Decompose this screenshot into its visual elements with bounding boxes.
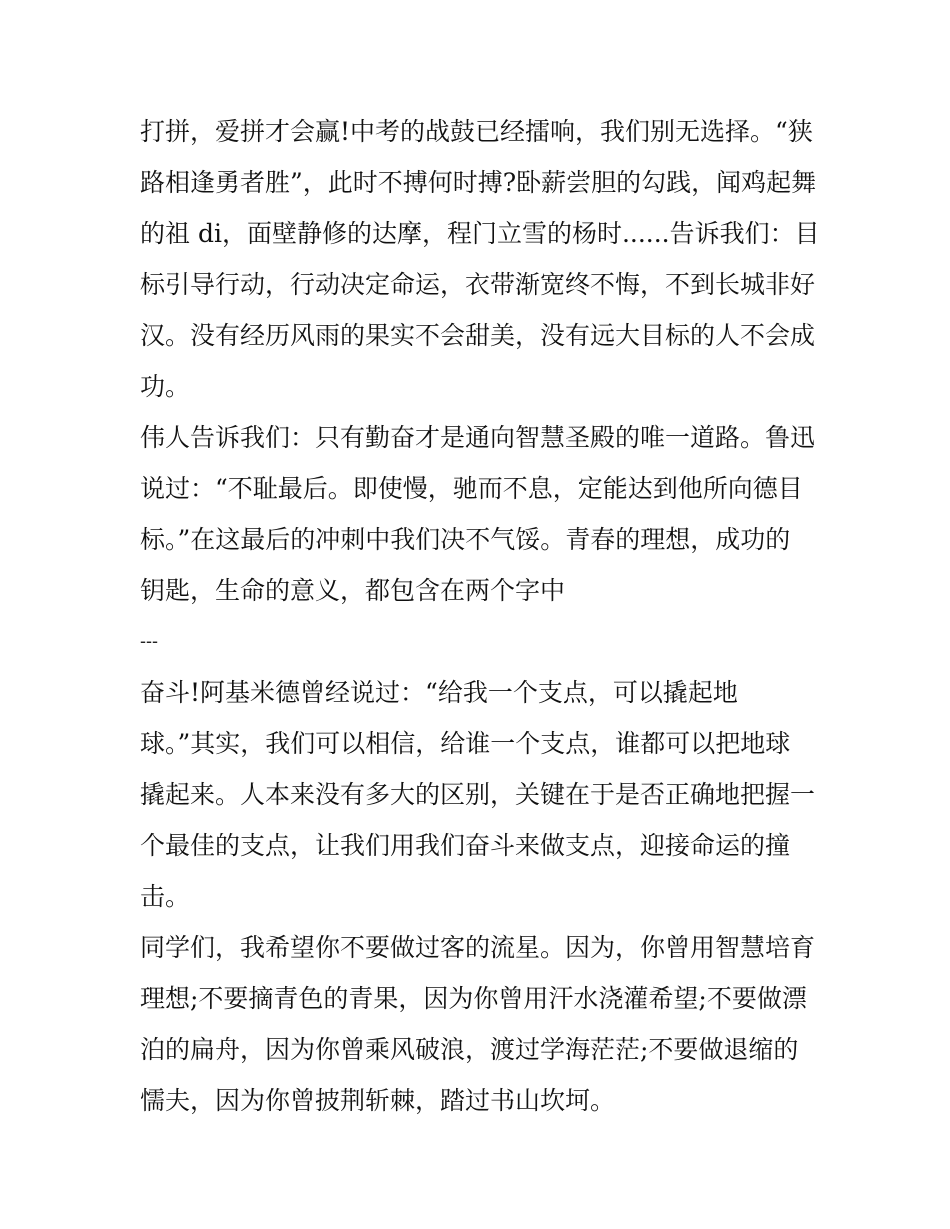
text-line: 个最佳的支点，让我们用我们奋斗来做支点，迎接命运的撞 [140,831,791,860]
text-line: 钥匙，生命的意义，都包含在两个字中 [140,576,566,605]
section-separator: --- [140,631,158,651]
text-line: 撬起来。人本来没有多大的区别，关键在于是否正确地把握一 [140,780,816,809]
text-line: 的祖 di，面壁静修的达摩，程门立雪的杨时......告诉我们：目 [140,219,820,248]
text-line: 奋斗!阿基米德曾经说过：“给我一个支点，可以撬起地 [140,678,738,707]
text-line: 标。”在这最后的冲刺中我们决不气馁。青春的理想，成功的 [140,525,791,554]
text-line: 汉。没有经历风雨的果实不会甜美，没有远大目标的人不会成 [140,321,816,350]
text-line: 说过：“不耻最后。即使慢，驰而不息，定能达到他所向德目 [140,474,803,503]
text-line: 路相逢勇者胜”，此时不搏何时搏?卧薪尝胆的勾践，闻鸡起舞 [140,168,817,197]
text-line: 泊的扁舟，因为你曾乘风破浪，渡过学海茫茫;不要做退缩的 [140,1035,799,1064]
text-line: 伟人告诉我们：只有勤奋才是通向智慧圣殿的唯一道路。鲁迅 [140,423,816,452]
text-line: 懦夫，因为你曾披荆斩棘，踏过书山坎坷。 [140,1086,616,1115]
text-line: 功。 [140,372,191,401]
text-line: 同学们，我希望你不要做过客的流星。因为，你曾用智慧培育 [140,933,816,962]
text-line: 标引导行动，行动决定命运，衣带渐宽终不悔，不到长城非好 [140,270,816,299]
document-body [140,106,830,1126]
text-line: 球。”其实，我们可以相信，给谁一个支点，谁都可以把地球 [140,729,791,758]
text-line: 打拼，爱拼才会赢!中考的战鼓已经擂响，我们别无选择。“狭 [140,117,813,146]
text-line: 击。 [140,882,191,911]
text-line: 理想;不要摘青色的青果，因为你曾用汗水浇灌希望;不要做漂 [140,984,807,1013]
